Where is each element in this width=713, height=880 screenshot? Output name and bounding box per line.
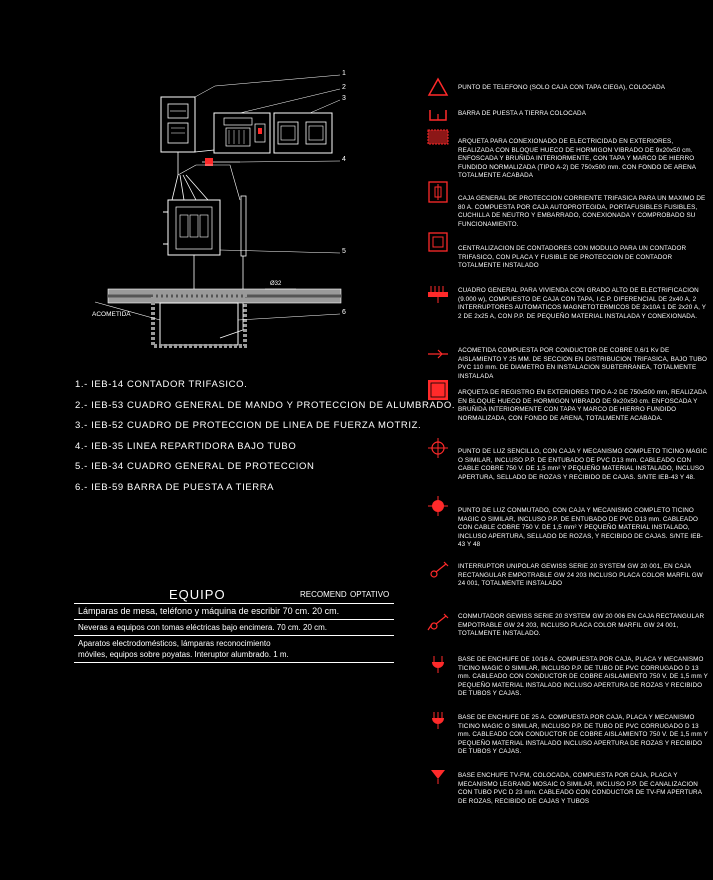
meter-box-icon <box>426 230 450 254</box>
list-item: 6.- IEB-59 BARRA DE PUESTA A TIERRA <box>75 481 275 493</box>
triangle-icon <box>426 76 450 100</box>
legend-item-acometida: ACOMETIDA COMPUESTA POR CONDUCTOR DE COBRE 0,6/1 Kv DE AISLAMIENTO Y 25 MM. DE SECCION EN DISTRIBUCION TRIFASICA, BAJO TUBO PVC 110 mm. DE DIAMETRO EN INSTALACION SUBTERRANEA, TOTALMENTE INSTALADA <box>458 347 708 380</box>
tv-socket-icon <box>426 764 450 788</box>
legend-item-tv-fm: BASE ENCHUFE TV-FM, COLOCADA, COMPUESTA POR CAJA, PLACA Y MECANISMO LEGRAND MOSAIC O SIMILAR, INCLUSO P.P. DE CANALIZACION CON TUBO PVC D 23 mm. CABLEADO CON CONDUCTOR DE TV-FM APERTURA DE ROZAS, RECIBIDO DE CAJAS Y TUBOS <box>458 772 702 805</box>
legend-item-arqueta-registro: ARQUETA DE REGISTRO EN EXTERIORES TIPO A-2 DE 750x500 mm, REALIZADA EN BLOQUE HUECO DE HORMIGON VIBRADO DE 9x20x50 cm. ENFOSCADA Y BRUÑIDA INTERIORMENTE CON TAPA Y MARCO DE HIERRO FUNDIDO NORMALIZADA, CON FONDO DE ARENA, TOTALMENTE ACABADA. <box>458 389 707 422</box>
legend-item-punto-conmutado: PUNTO DE LUZ CONMUTADO, CON CAJA Y MECANISMO COMPLETO TICINO MAGIC O SIMILAR, INCLUSO P.P. DE ENTUBADO DE PVC D13 mm. CABLEADO CON CABLE COBRE 750 V. DE 1,5 mm² Y PEQUEÑO MATERIAL INSTALADO, INCLUSO APERTURA, SELLADO DE ROZAS, Y RECIBIDO DE CAJAS. S/NTE IEB-43 Y 48 <box>458 507 703 549</box>
legend-item-cuadro-general: CUADRO GENERAL PARA VIVIENDA CON GRADO ALTO DE ELECTRIFICACION (9.000 w), COMPUESTO DE CAJA CON TAPA, I.C.P. DIFERENCIAL DE 2x40 A, 2 INTERRUPTORES AUTOMATICOS MAGNETOTERMICOS DE 2x10A 1 DE 2x20 A, Y 2 DE 2x25 A, CON P.P. DE PEQUEÑO MATERIAL INSTALADA Y CONEXIONADA. <box>458 287 706 320</box>
list-item: 5.- IEB-34 CUADRO GENERAL DE PROTECCION <box>75 461 315 472</box>
commutator-icon <box>426 610 450 634</box>
numbered-list <box>75 379 455 502</box>
light-point-icon <box>426 436 450 460</box>
list-item: 3.- IEB-52 CUADRO DE PROTECCION DE LINEA DE FUERZA MOTRIZ. <box>75 420 422 431</box>
legend-item-contadores: CENTRALIZACION DE CONTADORES CON MODULO PARA UN CONTADOR TRIFASICO, CON PLACA Y FUSIBLE DE PROTECCION DE CONTADOR TOTALMENTE INSTALADO <box>458 245 687 270</box>
legend-item-punto-luz: PUNTO DE LUZ SENCILLO, CON CAJA Y MECANISMO COMPLETO TICINO MAGIC O SIMILAR, INCLUSO P.P. DE ENTUBADO DE PVC D13 mm. CABLEADO CON CABLE COBRE 750 V. DE 1,5 mm² Y PEQUEÑO MATERIAL INSTALADO, INCLUSO APERTURA, SELLADO DE ROZAS Y RECIBIDO DE CAJAS. S/NTE IEB-43 Y 48. <box>458 448 708 481</box>
legend-item-caja-proteccion: CAJA GENERAL DE PROTECCION CORRIENTE TRIFASICA PARA UN MAXIMO DE 80 A. COMPUESTA POR CAJA AUTOPROTEGIDA, PORTAFUSIBLES FUSIBLES, CUCHILLA DE NEUTRO Y EMBARRADO, CONEXIONADA Y COMPROBADO SU FUNCIONAMIENTO. <box>458 195 706 228</box>
hatched-box-icon <box>426 126 450 150</box>
legend-item-enchufe-25a: BASE DE ENCHUFE DE 25 A. COMPUESTA POR CAJA, PLACA Y MECANISMO TICINO MAGIC O SIMILAR, INCLUSO P.P. DE TUBO DE PVC CORRUGADO D 13 mm. CABLEADO CON CONDUCTOR DE COBRE AISLAMIENTO 750 V. DE 1,5 mm Y PEQUEÑO MATERIAL INSTALADO INCLUSO APERTURA DE ROZAS Y RECIBIDO DE TUBOS Y CAJAS. <box>458 714 708 756</box>
arqueta-pit <box>160 303 238 345</box>
table-row: Neveras a equipos con tomas eléctricas bajo encimera. 70 cm. 20 cm. <box>74 619 394 635</box>
pipe-label: Ø32 <box>270 281 282 287</box>
list-item: 2.- IEB-53 CUADRO GENERAL DE MANDO Y PROTECCION DE ALUMBRADO. <box>75 399 456 411</box>
callout-3: 3 <box>342 95 346 102</box>
legend-item-telefono: PUNTO DE TELEFONO (SOLO CAJA CON TAPA CIEGA), COLOCADA <box>458 84 666 91</box>
switch-icon <box>426 558 450 582</box>
panel-board-icon <box>426 282 450 306</box>
col-optativo: OPTATIVO <box>350 590 390 599</box>
table-row: Lámparas de mesa, teléfono y máquina de escribir 70 cm. 20 cm. <box>74 603 394 619</box>
equipo-title: EQUIPO <box>169 587 226 602</box>
list-item: 1.- IEB-14 CONTADOR TRIFASICO. <box>75 379 248 390</box>
fuse-box-icon <box>426 180 450 204</box>
meter-box <box>161 97 195 152</box>
socket-16a-icon <box>426 652 450 676</box>
callout-1: 1 <box>342 70 346 77</box>
filled-box-icon <box>426 378 450 402</box>
callout-5: 5 <box>342 248 346 255</box>
callout-4: 4 <box>342 156 346 163</box>
acometida-label: ACOMETIDA <box>92 311 131 318</box>
legend-item-conmutador: CONMUTADOR GEWISS SERIE 20 SYSTEM GW 20 006 EN CAJA RECTANGULAR EMPOTRABLE GW 24 203, INCLUSO PLACA COLOR MARFIL GW 24 001, TOTALMENTE INSTALADO. <box>458 613 705 638</box>
table-row: Aparatos electrodomésticos, lámparas reconocimiento móviles, equipos sobre poyatas. Interuptor alumbrado. 1 m. <box>74 635 394 663</box>
socket-25a-icon <box>426 708 450 732</box>
legend-item-enchufe-16a: BASE DE ENCHUFE DE 10/16 A. COMPUESTA POR CAJA, PLACA Y MECANISMO TICINO MAGIC O SIMILAR, INCLUSO P.P. DE TUBO DE PVC CORRUGADO D 13 mm. CABLEADO CON CONDUCTOR DE COBRE AISLAMIENTO 750 V. DE 1,5 mm Y PEQUEÑO MATERIAL INSTALADO INCLUSO APERTURA DE ROZAS Y RECIBIDO DE TUBOS Y CAJAS. <box>458 656 708 698</box>
callout-2: 2 <box>342 84 346 91</box>
ground-bar-icon <box>426 102 450 126</box>
list-item: 4.- IEB-35 LINEA REPARTIDORA BAJO TUBO <box>75 440 297 452</box>
col-recomend: RECOMEND <box>300 590 347 599</box>
equipo-table <box>74 585 394 663</box>
legend-item-interruptor: INTERRUPTOR UNIPOLAR GEWISS SERIE 20 SYSTEM GW 20 001, EN CAJA RECTANGULAR EMPOTRABLE GW 24 203 INCLUSO PLACA COLOR MARFIL GW 24 001, TOTALMENTE INSTALADO <box>458 563 703 588</box>
arrow-line-icon <box>426 342 450 366</box>
switched-light-icon <box>426 494 450 518</box>
legend-item-tierra: BARRA DE PUESTA A TIERRA COLOCADA <box>458 110 586 117</box>
callout-6: 6 <box>342 309 346 316</box>
legend-item-arqueta: ARQUETA PARA CONEXIONADO DE ELECTRICIDAD EN EXTERIORES, REALIZADA CON BLOQUE HUECO DE HORMIGON VIBRADO DE 9x20x50 cm. ENFOSCADA Y BRUÑIDA INTERIORMENTE, CON TAPA Y MARCO DE HIERRO FUNDIDO NORMALIZADA (TIPO A-2) DE 750x500 mm. CON FONDO DE ARENA TOTALMENTE ACABADA <box>458 138 696 180</box>
